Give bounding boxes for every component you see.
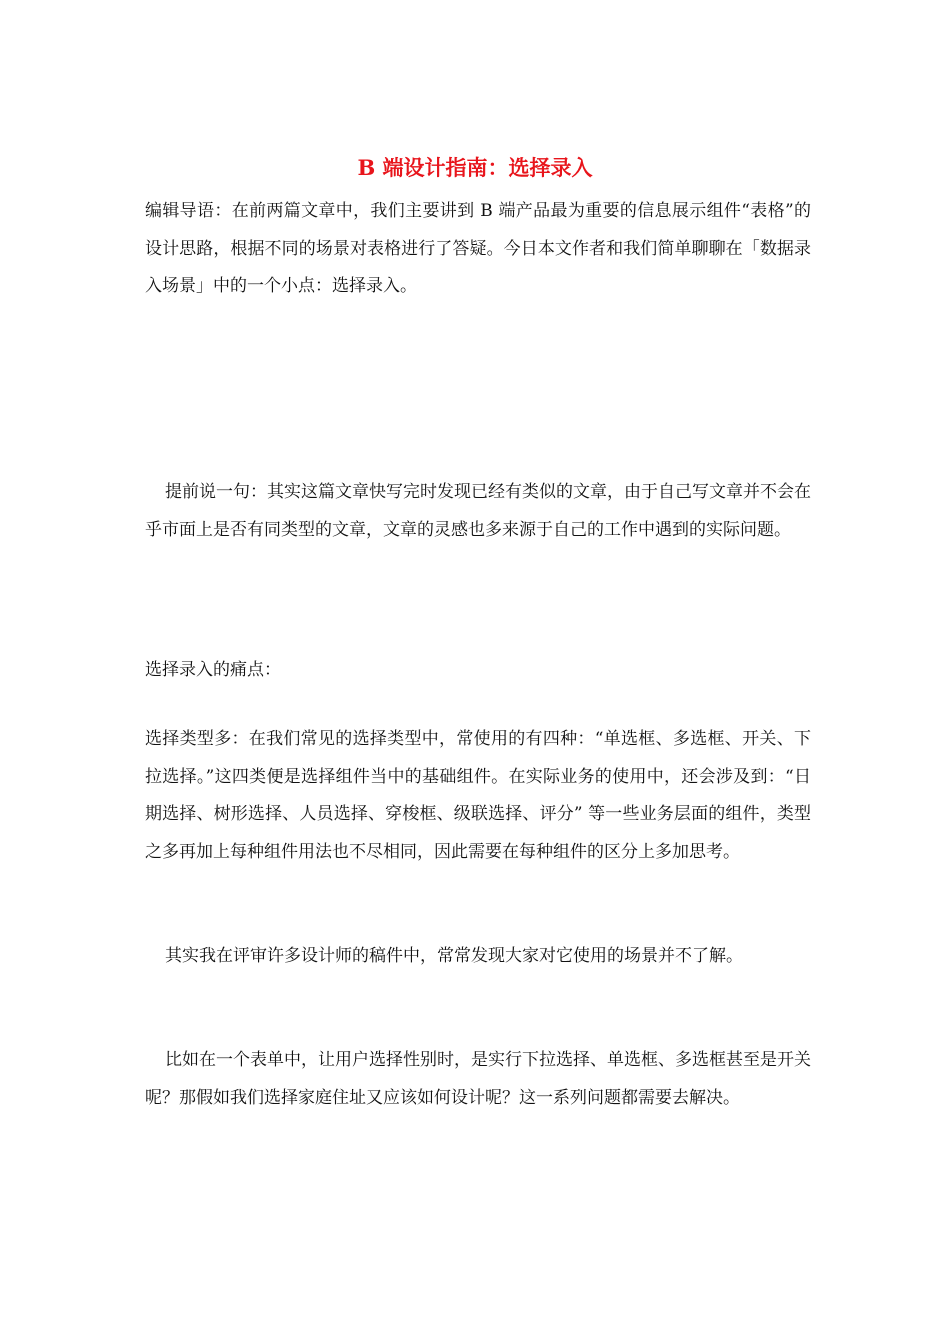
- preface-paragraph: 提前说一句：其实这篇文章快写完时发现已经有类似的文章，由于自己写文章并不会在乎市面上是否有同类型的文章，文章的灵感也多来源于自己的工作中遇到的实际问题。: [145, 482, 811, 540]
- pain-points-heading: 选择录入的痛点：: [145, 660, 281, 680]
- selection-types-paragraph: 选择类型多：在我们常见的选择类型中，常使用的有四种：“单选框、多选框、开关、下拉选择。”这四类便是选择组件当中的基础组件。在实际业务的使用中，还会涉及到：“日期选择、树形选择、人员选择、穿梭框、级联选择、评分” 等一些业务层面的组件，类型之多再加上每种组件用法也不尽相同，因此需要在每种组件的区分上多加思考。: [145, 729, 811, 862]
- example-paragraph: 比如在一个表单中，让用户选择性别时，是实行下拉选择、单选框、多选框甚至是开关呢？那假如我们选择家庭住址又应该如何设计呢？这一系列问题都需要去解决。: [145, 1050, 811, 1108]
- document-title: B 端设计指南：选择录入: [357, 155, 593, 180]
- intro-paragraph: 编辑导语：在前两篇文章中，我们主要讲到 B 端产品最为重要的信息展示组件“表格”的设计思路，根据不同的场景对表格进行了答疑。今日本文作者和我们简单聊聊在「数据录入场景」中的一个小点：选择录入。: [145, 201, 811, 296]
- review-paragraph: 其实我在评审许多设计师的稿件中，常常发现大家对它使用的场景并不了解。: [165, 946, 743, 966]
